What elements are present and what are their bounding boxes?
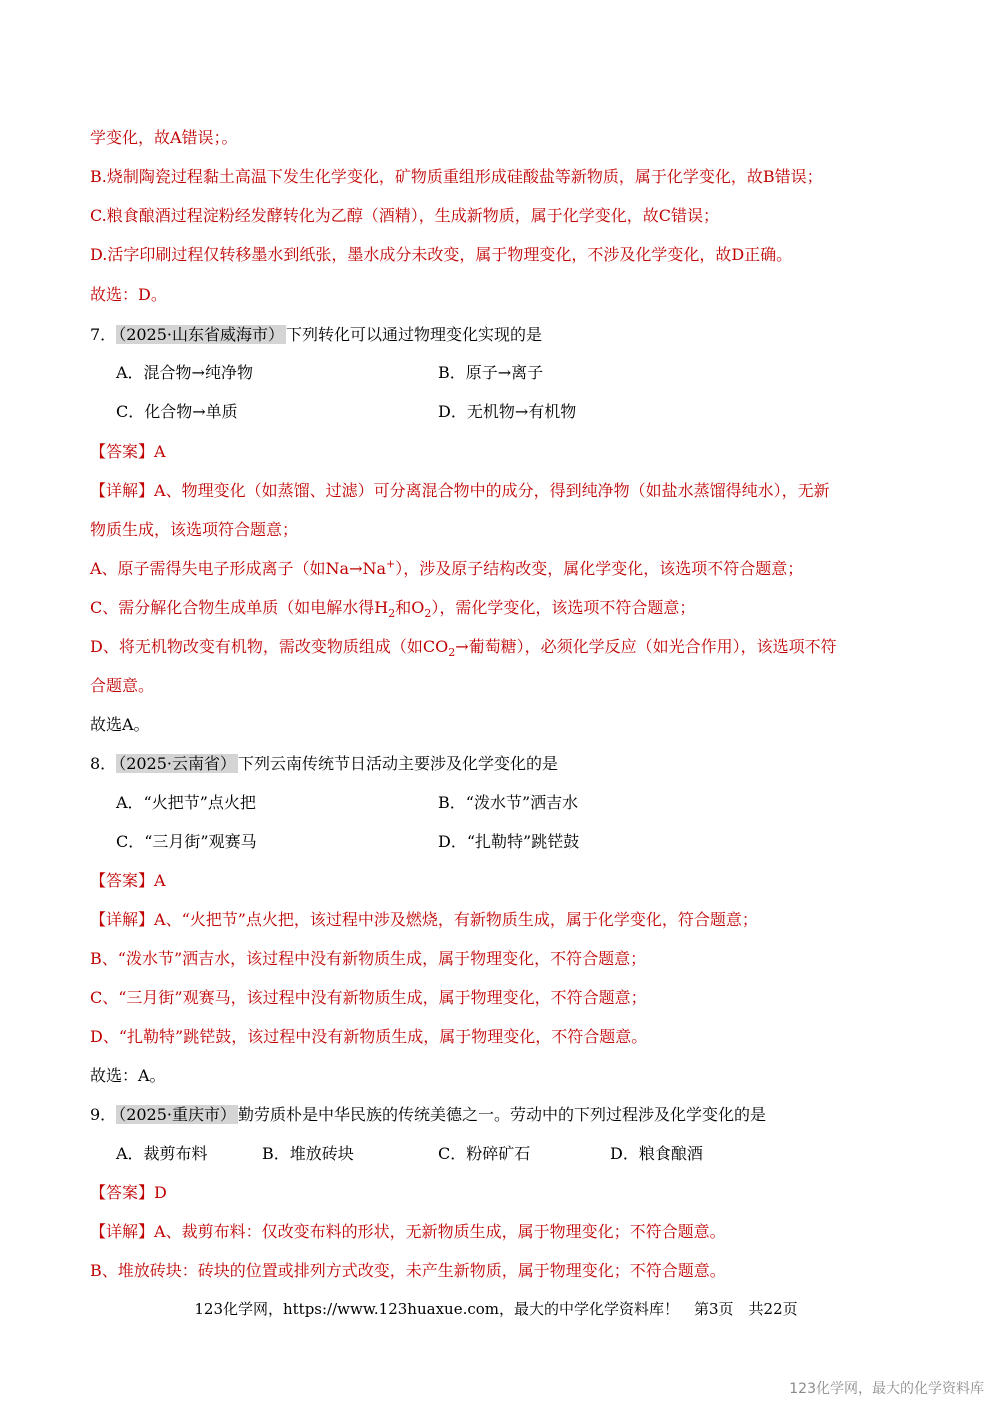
answer-label: 【答案】 [90,1183,155,1202]
answer-label: 【答案】 [90,442,155,461]
detail-text: →葡萄糖），必须化学反应（如光合作用），该选项不符 [455,637,837,656]
answer-value: D [154,1183,167,1202]
question-8-stem [90,753,558,775]
text-line: D.活字印刷过程仅转移墨水到纸张，墨水成分未改变，属于物理变化，不涉及化学变化，故D正确。 [90,245,793,264]
conclusion: 故选A。 [90,715,150,734]
detail-line [90,909,758,931]
answer-line [90,870,166,892]
text-line: 学变化，故A错误；。 [90,128,238,147]
subscript: 2 [424,607,432,621]
conclusion: 故选：A。 [90,1066,166,1085]
text-line: C.粮食酿酒过程淀粉经发酵转化为乙醇（酒精），生成新物质，属于化学变化，故C错误； [90,206,720,225]
question-source: （2025·云南省） [118,754,236,773]
option-c: C．化合物→单质 [116,402,238,421]
text-line: B.烧制陶瓷过程黏土高温下发生化学变化，矿物质重组形成硅酸盐等新物质，属于化学变化，故B错误； [90,167,823,186]
option-a: A．混合物→纯净物 [116,363,253,382]
detail-line: 合题意。 [90,676,155,695]
superscript: + [386,557,396,571]
detail-line: C、“三月街”观赛马，该过程中没有新物质生成，属于物理变化，不符合题意； [90,988,647,1007]
answer-value: A [154,442,166,461]
text-line: 故选：D。 [90,285,167,304]
detail-text: ），涉及原子结构改变，属化学变化，该选项不符合题意； [395,559,804,578]
question-number: 8． [90,754,117,773]
option-b: B．堆放砖块 [262,1144,354,1163]
detail-line [90,636,837,658]
detail-label: 【详解】 [90,910,155,929]
detail-line: B、堆放砖块：砖块的位置或排列方式改变，未产生新物质，属于物理变化；不符合题意。 [90,1261,726,1280]
detail-label: 【详解】 [90,481,155,500]
detail-line: 物质生成，该选项符合题意； [90,520,299,539]
detail-line: B、“泼水节”洒吉水，该过程中没有新物质生成，属于物理变化，不符合题意； [90,949,647,968]
question-number: 7． [90,325,117,344]
subscript: 2 [448,646,456,660]
option-a: A．“火把节”点火把 [116,793,256,812]
detail-line [90,597,695,619]
question-9-stem [90,1104,766,1126]
detail-text: D、将无机物改变有机物，需改变物质组成（如CO [90,637,449,656]
question-text: 勤劳质朴是中华民族的传统美德之一。劳动中的下列过程涉及化学变化的是 [238,1105,767,1124]
detail-line [90,558,803,580]
answer-line [90,1182,167,1204]
page-footer: 123化学网，https://www.123huaxue.com，最大的中学化学资料库！ 第3页 共22页 [194,1300,798,1318]
detail-line: D、“扎勒特”跳铓鼓，该过程中没有新物质生成，属于物理变化，不符合题意。 [90,1027,648,1046]
option-b: B．原子→离子 [438,363,544,382]
option-c: C．“三月街”观赛马 [116,832,257,851]
detail-text: A、物理变化（如蒸馏、过滤）可分离混合物中的成分，得到纯净物（如盐水蒸馏得纯水），无新 [154,481,830,500]
option-d: D．“扎勒特”跳铓鼓 [438,832,580,851]
answer-line [90,441,166,463]
subscript: 2 [388,607,396,621]
detail-text: A、“火把节”点火把，该过程中涉及燃烧，有新物质生成，属于化学变化，符合题意； [154,910,758,929]
question-7-stem [90,324,542,346]
detail-text: ），需化学变化，该选项不符合题意； [431,598,696,617]
detail-text: 和O [395,598,425,617]
answer-label: 【答案】 [90,871,155,890]
option-a: A．裁剪布料 [116,1144,208,1163]
detail-text: C、需分解化合物生成单质（如电解水得H [90,598,389,617]
detail-line [90,1221,726,1243]
detail-text: A、裁剪布料：仅改变布料的形状，无新物质生成，属于物理变化；不符合题意。 [154,1222,726,1241]
detail-text: A、原子需得失电子形成离子（如Na→Na [90,559,387,578]
option-b: B．“泼水节”洒吉水 [438,793,579,812]
option-c: C．粉碎矿石 [438,1144,531,1163]
detail-label: 【详解】 [90,1222,155,1241]
watermark: 123化学网，最大的化学资料库 [789,1381,984,1397]
question-text: 下列转化可以通过物理变化实现的是 [286,325,543,344]
option-d: D．无机物→有机物 [438,402,577,421]
answer-value: A [154,871,166,890]
option-d: D．粮食酿酒 [610,1144,703,1163]
question-source: （2025·重庆市） [118,1105,236,1124]
question-text: 下列云南传统节日活动主要涉及化学变化的是 [238,754,559,773]
question-source: （2025·山东省威海市） [118,325,284,344]
detail-line [90,480,830,502]
question-number: 9． [90,1105,117,1124]
